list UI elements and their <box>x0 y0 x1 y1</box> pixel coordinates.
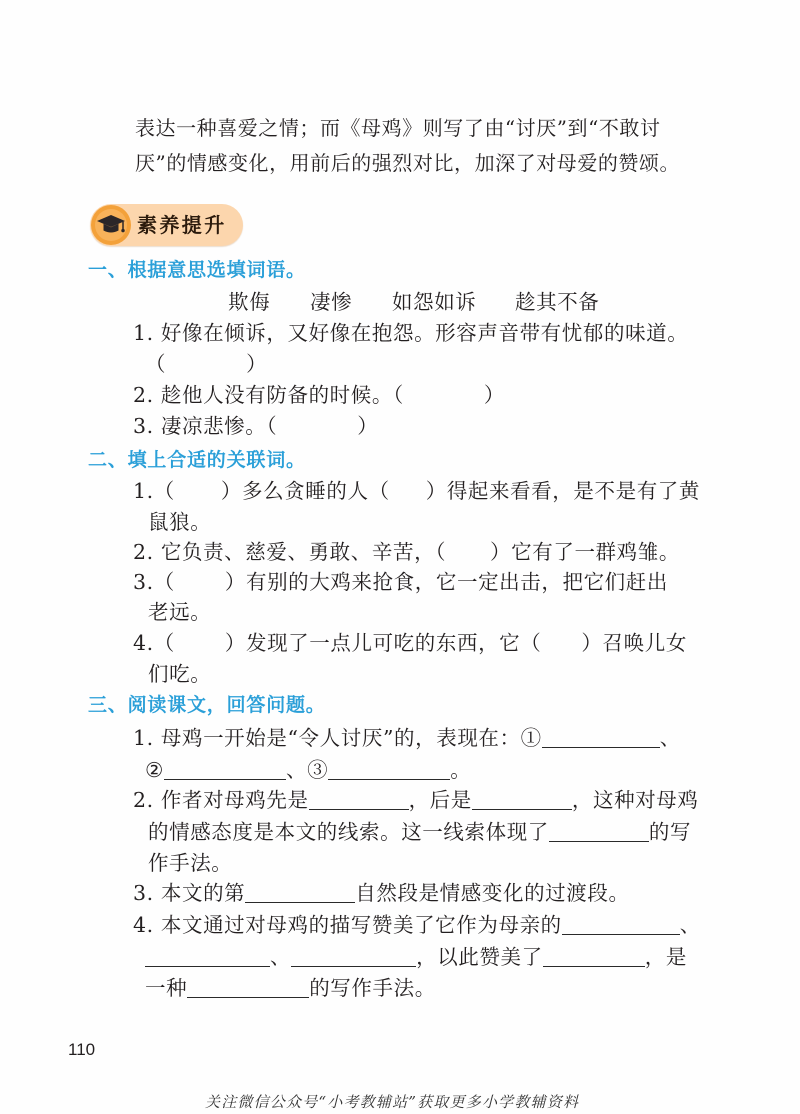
section-3-title: 三、阅读课文，回答问题。 <box>88 694 326 716</box>
option-word-1: 欺侮 <box>228 290 271 314</box>
s3-q2-text-b: ，后是 <box>408 788 472 812</box>
graduation-cap-icon <box>90 204 132 246</box>
s3-q3-text-a: 3. 本文的第 <box>133 881 246 905</box>
s1-question-3-text: 3. 凄凉悲惨。 <box>133 414 267 438</box>
paren-close: ） <box>357 414 379 438</box>
option-word-3: 如怨如诉 <box>392 290 477 314</box>
s3-q3-text-b: 自然段是情感变化的过渡段。 <box>355 881 630 905</box>
s2-question-2 <box>133 538 680 566</box>
s3-q4-continuation-1 <box>145 943 687 971</box>
s1-question-1-answer <box>145 350 267 378</box>
answer-blank <box>390 497 426 498</box>
s3-q2-text-c: ，这种对母鸡 <box>571 788 699 812</box>
paren-close: ） <box>220 479 242 503</box>
s2-q4-number: 4. <box>133 631 154 655</box>
answer-underline <box>309 793 409 810</box>
s3-q4-text-g: 的写作手法。 <box>309 976 436 1000</box>
s2-question-1 <box>133 477 700 505</box>
section-2-title: 二、填上合适的关联词。 <box>88 449 306 471</box>
footer-note: 关注微信公众号“小考教辅站”获取更多小学教辅资料 <box>205 1093 580 1111</box>
s3-q1-text-f: 。 <box>450 758 472 782</box>
s3-q2-continuation-1 <box>148 818 691 846</box>
answer-underline <box>472 793 572 810</box>
paren-open: （ <box>153 570 175 594</box>
paren-open: （ <box>153 479 175 503</box>
s3-q2-continuation-2: 作手法。 <box>148 851 233 875</box>
answer-underline <box>187 981 309 998</box>
answer-underline <box>245 886 355 903</box>
paren-open: （ <box>145 352 167 376</box>
option-word-2: 凄惨 <box>310 290 353 314</box>
s3-q1-text-d: 、 <box>285 758 308 782</box>
s3-q2-text-d: 的情感态度是本文的线索。这一线索体现了 <box>148 820 549 844</box>
answer-blank <box>166 370 246 371</box>
answer-underline <box>164 763 286 780</box>
paren-close: ） <box>483 383 505 407</box>
answer-blank <box>277 432 357 433</box>
section-1-title: 一、根据意思选填词语。 <box>88 259 306 281</box>
paren-close: ） <box>490 540 512 564</box>
paren-open: （ <box>368 479 390 503</box>
s2-q1-number: 1. <box>133 479 154 503</box>
s3-question-2 <box>133 786 699 814</box>
s3-question-3 <box>133 879 630 907</box>
s2-q1-continuation: 鼠狼。 <box>148 510 212 534</box>
s2-question-3 <box>133 568 668 596</box>
answer-blank <box>175 497 221 498</box>
s3-q1-marker-2: ② <box>145 758 164 782</box>
intro-line-2: 厌”的情感变化，用前后的强烈对比，加深了对母爱的赞颂。 <box>135 151 681 175</box>
paren-close: ） <box>425 479 447 503</box>
s3-q1-text-b: 、 <box>659 726 681 750</box>
paren-close: ） <box>224 570 246 594</box>
s3-q4-text-c: 、 <box>270 945 292 969</box>
s1-question-3 <box>133 412 378 440</box>
s3-question-1 <box>133 724 681 752</box>
s3-q2-text-a: 2. 作者对母鸡先是 <box>133 788 309 812</box>
s3-q4-text-e: ，是 <box>644 945 687 969</box>
s3-q4-text-b: 、 <box>679 913 701 937</box>
paren-open: （ <box>435 540 447 564</box>
s2-q4-text-b: 召唤儿女 <box>602 631 687 655</box>
s3-question-4 <box>133 911 701 939</box>
answer-underline <box>145 950 270 967</box>
answer-blank <box>446 558 490 559</box>
s2-q3-continuation: 老远。 <box>148 600 212 624</box>
s3-q4-continuation-2 <box>145 974 436 1002</box>
answer-blank <box>404 401 484 402</box>
answer-underline <box>328 763 450 780</box>
s1-question-2 <box>133 381 505 409</box>
paren-close: ） <box>581 631 603 655</box>
s3-q4-text-f: 一种 <box>145 976 188 1000</box>
paren-open: （ <box>153 631 175 655</box>
answer-underline <box>549 825 649 842</box>
option-word-4: 趁其不备 <box>515 290 600 314</box>
answer-underline <box>562 918 680 935</box>
badge-label: 素养提升 <box>137 213 227 237</box>
s3-q4-text-d: ，以此赞美了 <box>416 945 543 969</box>
s3-q1-continuation <box>145 756 471 784</box>
s2-q4-continuation: 们吃。 <box>148 662 212 686</box>
answer-blank <box>175 649 225 650</box>
s2-q1-text-b: 得起来看看，是不是有了黄 <box>446 479 701 503</box>
paren-open: （ <box>266 414 278 438</box>
s2-q1-text-a: 多么贪睡的人 <box>241 479 369 503</box>
s1-question-2-text: 2. 趁他人没有防备的时候。 <box>133 383 393 407</box>
s3-q2-text-e: 的写 <box>648 820 692 844</box>
s3-q4-text-a: 4. 本文通过对母鸡的描写赞美了它作为母亲的 <box>133 913 562 937</box>
s2-q3-number: 3. <box>133 570 154 594</box>
section-badge <box>90 204 243 246</box>
paren-close: ） <box>224 631 246 655</box>
answer-blank <box>175 588 225 589</box>
s3-q1-marker-3: ③ <box>307 758 329 782</box>
s2-question-4 <box>133 629 687 657</box>
paren-close: ） <box>246 352 268 376</box>
paren-open: （ <box>520 631 542 655</box>
s2-q3-text-a: 有别的大鸡来抢食，它一定出击，把它们赶出 <box>245 570 668 594</box>
page-number: 110 <box>68 1040 96 1059</box>
answer-blank <box>541 649 581 650</box>
answer-underline <box>543 950 645 967</box>
s2-q4-text-a: 发现了一点儿可吃的东西，它 <box>245 631 521 655</box>
s1-question-1: 1. 好像在倾诉，又好像在抱怨。形容声音带有忧郁的味道。 <box>133 321 689 345</box>
s2-q2-text-b: 它有了一群鸡雏。 <box>511 540 680 564</box>
s2-q2-text-a: 2. 它负责、慈爱、勇敢、辛苦， <box>133 540 436 564</box>
answer-underline <box>291 950 416 967</box>
answer-underline <box>542 731 660 748</box>
paren-open: （ <box>392 383 404 407</box>
intro-line-1: 表达一种喜爱之情；而《母鸡》则写了由“讨厌”到“不敢讨 <box>135 116 661 140</box>
s3-q1-text-a: 1. 母鸡一开始是“令人讨厌”的，表现在：① <box>133 726 542 750</box>
